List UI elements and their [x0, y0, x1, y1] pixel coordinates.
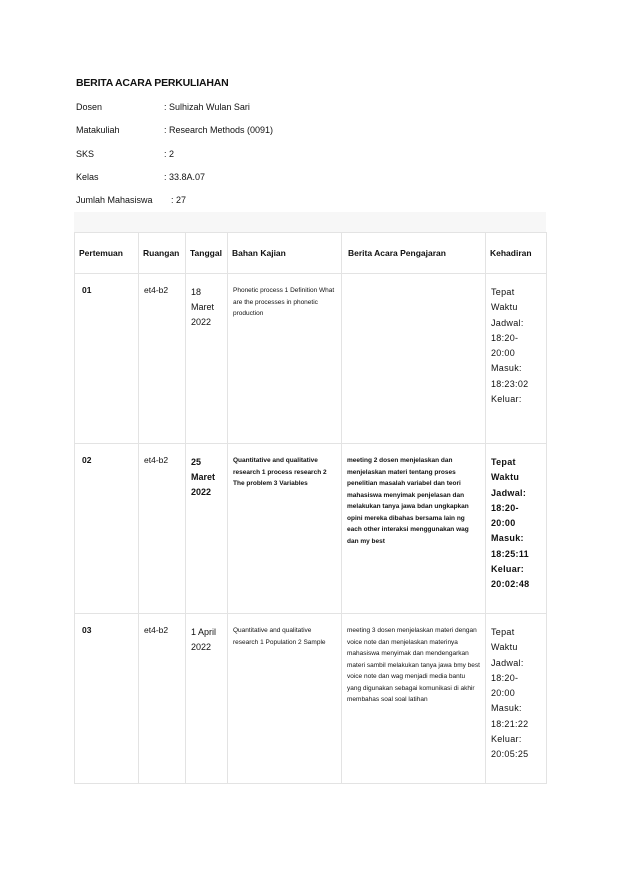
info-value: : 27 [171, 195, 187, 205]
kehadiran-line: 20:00 [491, 348, 516, 359]
column-header: Tanggal [186, 233, 228, 274]
bahan-kajian-cell: Phonetic process 1 Definition What are the processes in phonetic production [228, 274, 342, 444]
tanggal-line: 2022 [191, 642, 212, 652]
column-header: Bahan Kajian [228, 233, 342, 274]
kehadiran-line: 20:00 [491, 688, 516, 699]
kehadiran-line: Tepat [491, 627, 515, 637]
kehadiran-line: Jadwal: [491, 657, 524, 668]
kehadiran-line: Masuk: [491, 703, 522, 714]
info-value: : Research Methods (0091) [164, 125, 274, 135]
info-label: Dosen [76, 102, 103, 112]
kehadiran-line: Masuk: [491, 533, 524, 544]
kehadiran-line: Tepat [491, 287, 515, 297]
tanggal-cell [186, 444, 228, 614]
column-header: Pertemuan [75, 233, 139, 274]
tanggal-cell [186, 274, 228, 444]
kehadiran-line: Masuk: [491, 363, 522, 374]
tanggal-line: 25 [191, 457, 202, 467]
ruangan-cell: et4-b2 [139, 274, 186, 444]
info-label: Jumlah Mahasiswa [76, 195, 153, 205]
berita-acara-cell [342, 274, 486, 444]
kehadiran-line: 18:20- [491, 502, 519, 513]
table-top-band [74, 212, 546, 232]
tanggal-line: 18 [191, 287, 202, 297]
berita-acara-cell: meeting 2 dosen menjelaskan dan menjelaskan materi tentang proses penelitian masalah variabel dan teori mahasiswa menyimak penjelasan dan melakukan tanya jawa bdan ungkapkan opini mereka dibahas bersama lain ng each other interaksi menggunakan wag dan my best [342, 444, 486, 614]
ruangan-cell: et4-b2 [139, 444, 186, 614]
bahan-kajian-cell: Quantitative and qualitative research 1 Population 2 Sample [228, 614, 342, 784]
tanggal-line: 2022 [191, 317, 212, 327]
kehadiran-line: 18:21:22 [491, 718, 529, 729]
kehadiran-line: 20:00 [491, 518, 516, 529]
kehadiran-line: Keluar: [491, 734, 522, 745]
berita-acara-cell: meeting 3 dosen menjelaskan materi dengan voice note dan menjelaskan materinya mahasiswa menyimak dan mendengarkan materi sambil melakukan tanya jawa bmy best voice note dan wag menjadi media bantu yang digunakan sebagai komunikasi di akhir membahas soal soal latihan [342, 614, 486, 784]
kehadiran-line: Tepat [491, 457, 516, 467]
info-value: : Sulhizah Wulan Sari [164, 102, 250, 112]
table-row [75, 444, 547, 614]
kehadiran-line: Waktu [491, 302, 518, 313]
table-row [75, 274, 547, 444]
kehadiran-cell [486, 274, 547, 444]
table-row [75, 614, 547, 784]
pertemuan-cell: 02 [75, 444, 139, 614]
table-header-row [75, 233, 547, 274]
info-label: Matakuliah [76, 125, 120, 135]
kehadiran-line: Jadwal: [491, 487, 527, 498]
kehadiran-line: 18:25:11 [491, 548, 529, 559]
info-label: Kelas [76, 172, 99, 182]
kehadiran-cell [486, 444, 547, 614]
kehadiran-line: 18:23:02 [491, 378, 529, 389]
pertemuan-cell: 03 [75, 614, 139, 784]
column-header: Ruangan [139, 233, 186, 274]
info-value: : 2 [164, 149, 175, 159]
pertemuan-cell: 01 [75, 274, 139, 444]
kehadiran-line: Keluar: [491, 394, 522, 405]
kehadiran-line: Jadwal: [491, 317, 524, 328]
ruangan-cell: et4-b2 [139, 614, 186, 784]
tanggal-cell [186, 614, 228, 784]
kehadiran-line: 20:02:48 [491, 579, 530, 590]
tanggal-line: Maret [191, 472, 216, 482]
column-header: Berita Acara Pengajaran [342, 233, 486, 274]
column-header: Kehadiran [486, 233, 547, 274]
kehadiran-line: 18:20- [491, 332, 519, 343]
bahan-kajian-cell: Quantitative and qualitative research 1 process research 2 The problem 3 Variables [228, 444, 342, 614]
tanggal-line: 1 April [191, 627, 217, 637]
kehadiran-line: 18:20- [491, 672, 519, 683]
info-value: : 33.8A.07 [164, 172, 206, 182]
tanggal-line: Maret [191, 302, 215, 312]
info-label: SKS [76, 149, 95, 159]
page-title: BERITA ACARA PERKULIAHAN [76, 77, 229, 89]
attendance-table [74, 232, 547, 784]
kehadiran-line: Keluar: [491, 564, 525, 575]
kehadiran-line: Waktu [491, 642, 518, 653]
kehadiran-cell [486, 614, 547, 784]
kehadiran-line: Waktu [491, 472, 520, 483]
tanggal-line: 2022 [191, 487, 212, 497]
kehadiran-line: 20:05:25 [491, 749, 529, 760]
